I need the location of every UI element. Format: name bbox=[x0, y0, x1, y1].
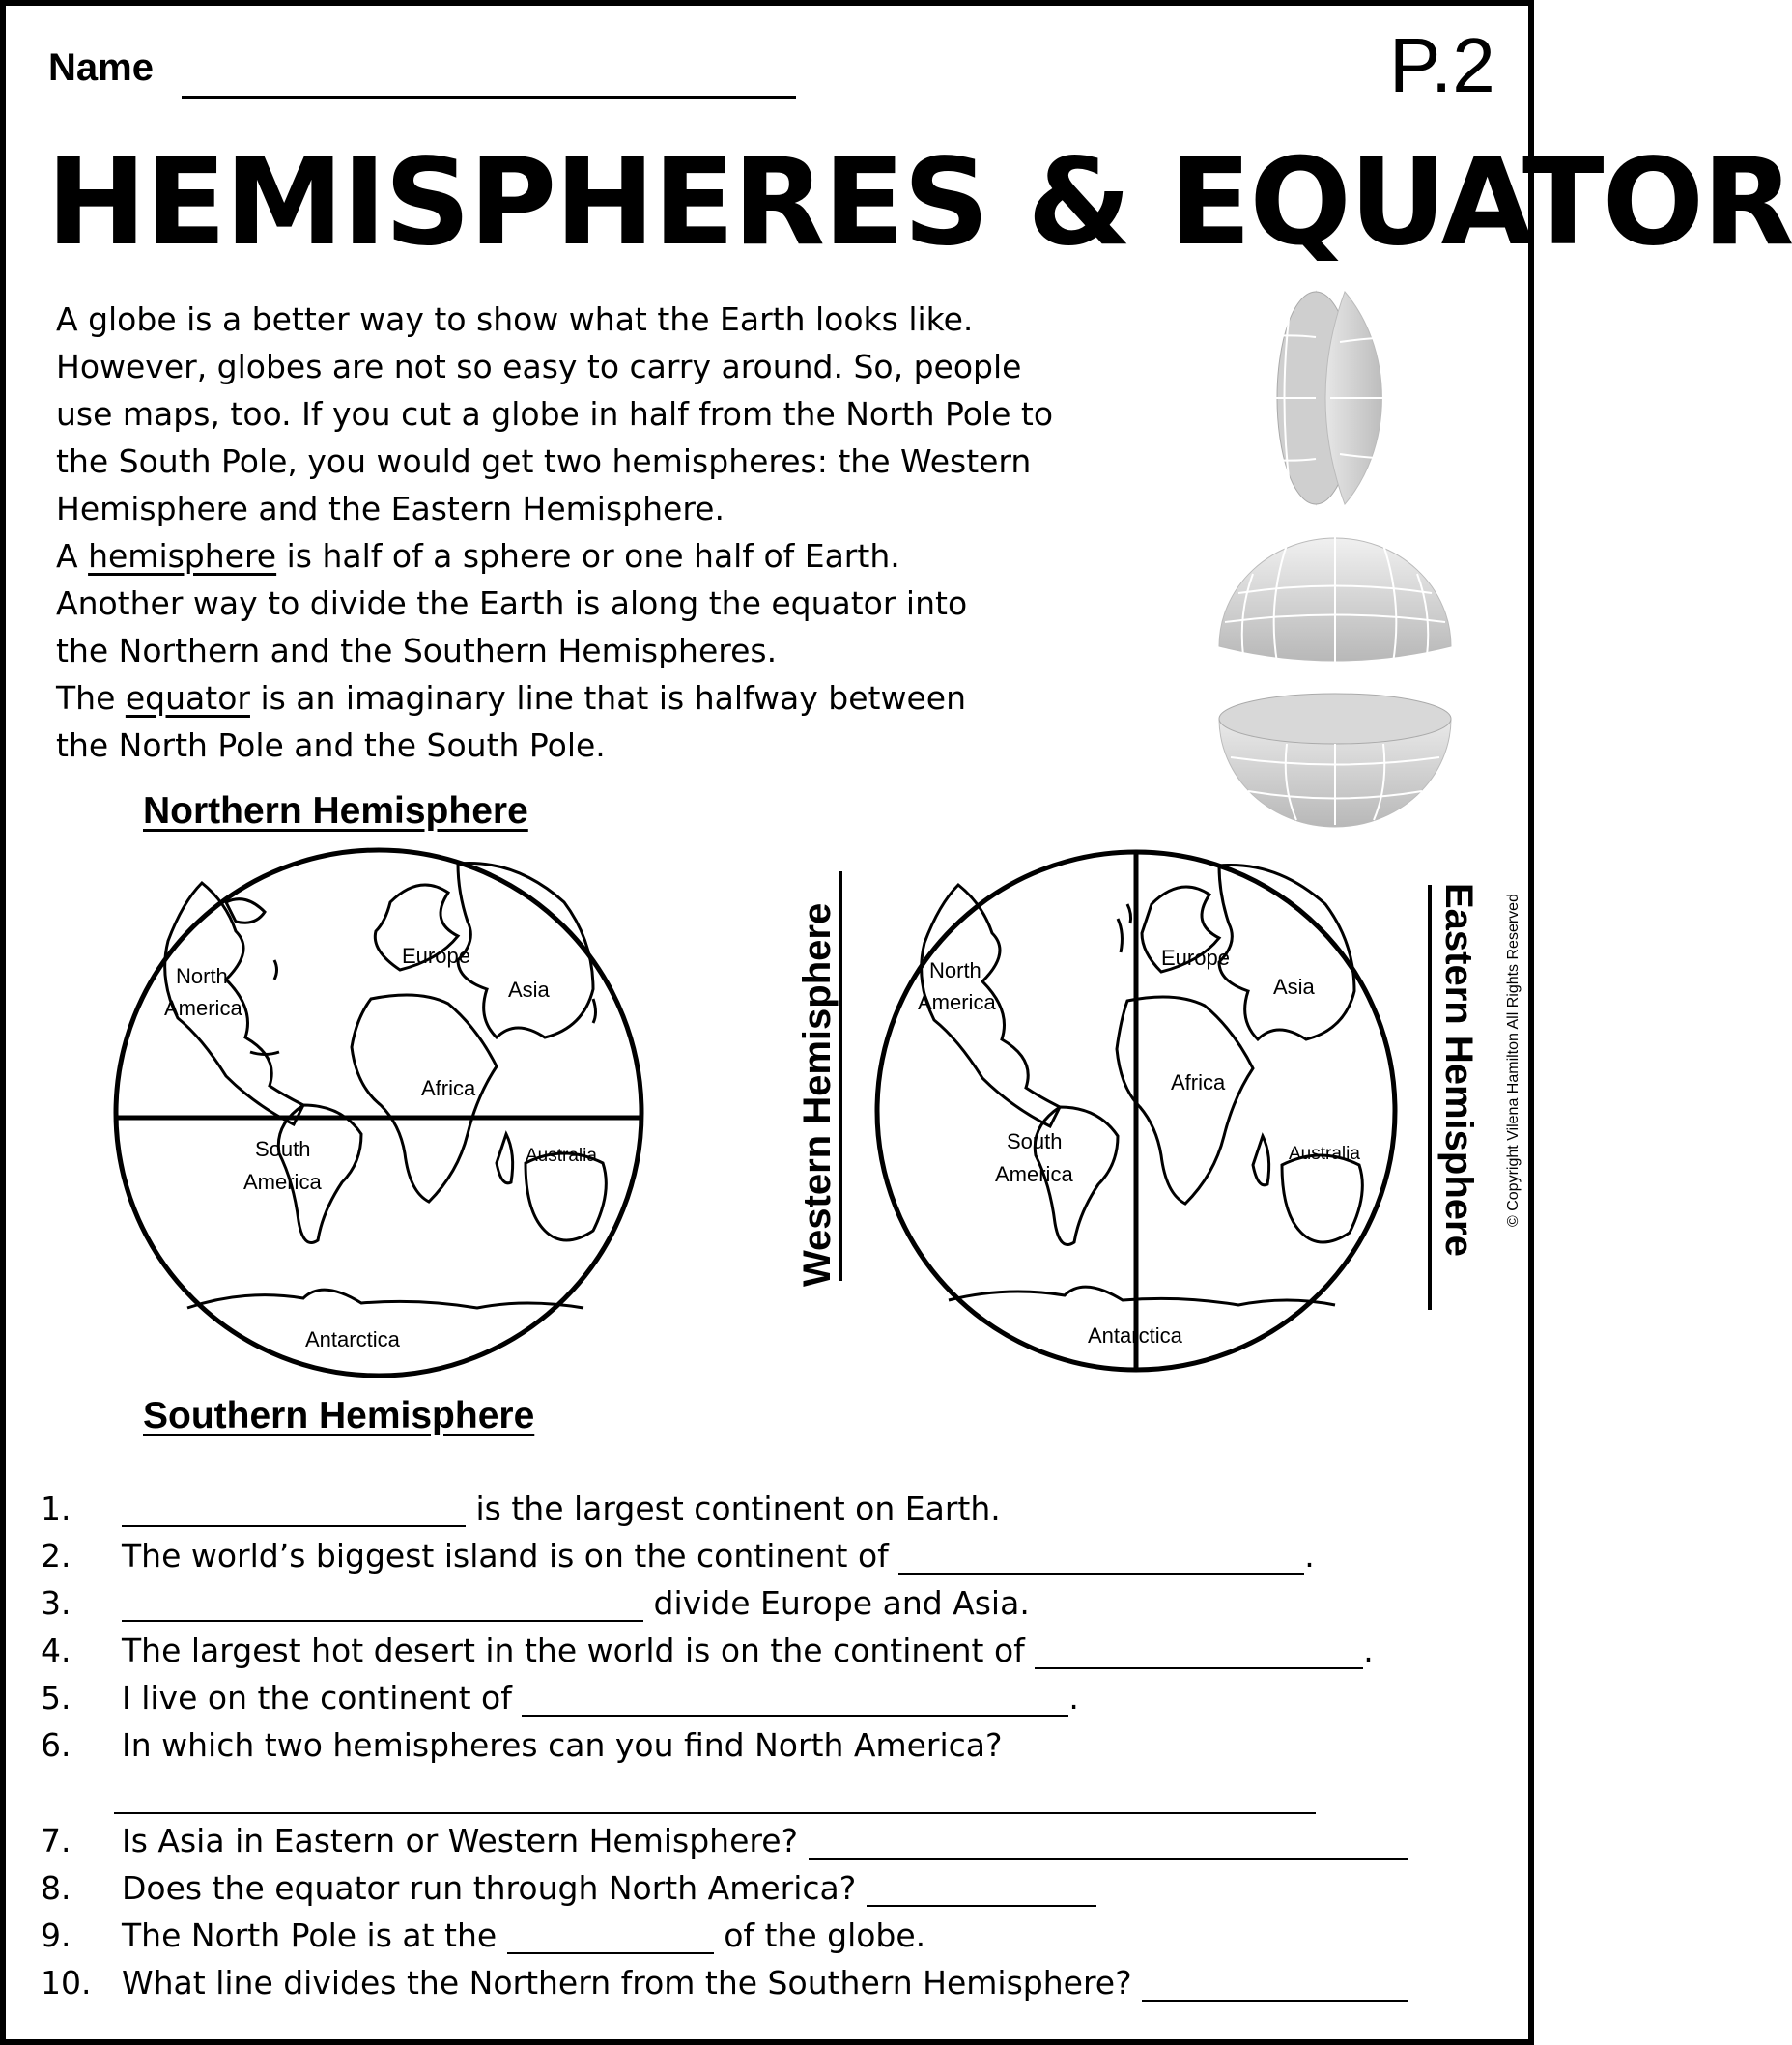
hemisphere-definition bbox=[56, 532, 1196, 580]
answer-blank-9[interactable] bbox=[507, 1919, 714, 1954]
name-label: Name bbox=[48, 46, 154, 89]
name-field[interactable] bbox=[182, 96, 796, 99]
divide-line: the Northern and the Southern Hemispheres. bbox=[56, 632, 778, 669]
question-text: The world’s biggest island is on the continent of bbox=[122, 1537, 889, 1575]
question-text: What line divides the Northern from the Southern Hemisphere? bbox=[122, 1964, 1132, 2002]
intro-line: Hemisphere and the Eastern Hemisphere. bbox=[56, 490, 725, 527]
question-text: divide Europe and Asia. bbox=[653, 1584, 1030, 1622]
answer-blank-1[interactable] bbox=[122, 1492, 466, 1527]
label-australia: Australia bbox=[1289, 1144, 1360, 1164]
question-end: . bbox=[1363, 1632, 1374, 1669]
question-end: . bbox=[1304, 1537, 1315, 1575]
hemisphere-prefix: A bbox=[56, 537, 89, 575]
question-text: The largest hot desert in the world is on the continent of bbox=[122, 1632, 1025, 1669]
equator-suffix: is an imaginary line that is halfway between bbox=[249, 679, 966, 717]
label-south: South bbox=[1007, 1129, 1063, 1153]
answer-blank-5[interactable] bbox=[522, 1682, 1068, 1717]
answer-blank-8[interactable] bbox=[867, 1872, 1096, 1907]
label-south: South bbox=[255, 1137, 311, 1161]
question-number: 2. bbox=[41, 1537, 71, 1575]
split-globe-illustration bbox=[1171, 284, 1499, 835]
label-australia: Australia bbox=[526, 1146, 597, 1166]
label-europe: Europe bbox=[1161, 946, 1230, 970]
label-asia: Asia bbox=[1273, 975, 1315, 999]
question-number: 4. bbox=[41, 1632, 71, 1669]
northern-southern-globe bbox=[110, 844, 647, 1381]
intro-line: However, globes are not so easy to carry around. So, people bbox=[56, 348, 1022, 385]
southern-half-icon bbox=[1219, 694, 1451, 827]
intro-line: the South Pole, you would get two hemispheres: the Western bbox=[56, 442, 1032, 480]
page-number: P.2 bbox=[1389, 22, 1495, 108]
question-number: 6. bbox=[41, 1726, 71, 1764]
label-africa: Africa bbox=[421, 1076, 476, 1100]
label-antarctica: Antarctica bbox=[305, 1327, 400, 1351]
hemisphere-suffix: is half of a sphere or one half of Earth. bbox=[276, 537, 900, 575]
label-south-america: America bbox=[243, 1170, 322, 1194]
equator-prefix: The bbox=[56, 679, 126, 717]
label-north: North bbox=[176, 964, 228, 988]
question-text: The North Pole is at the bbox=[122, 1917, 498, 1954]
page-title: HEMISPHERES & EQUATOR bbox=[46, 133, 1792, 272]
question-text: is the largest continent on Earth. bbox=[475, 1490, 1001, 1527]
intro-line: use maps, too. If you cut a globe in half from the North Pole to bbox=[56, 395, 1054, 433]
question-number: 5. bbox=[41, 1679, 71, 1717]
question-number: 1. bbox=[41, 1490, 71, 1527]
question-text: In which two hemispheres can you find North America? bbox=[122, 1726, 1003, 1764]
question-number: 8. bbox=[41, 1869, 71, 1907]
question-number: 7. bbox=[41, 1822, 71, 1860]
answer-blank-10[interactable] bbox=[1142, 1967, 1408, 2002]
divide-line: Another way to divide the Earth is along the equator into bbox=[56, 584, 968, 622]
northern-hemisphere-heading: Northern Hemisphere bbox=[143, 790, 528, 832]
eastern-half-icon bbox=[1325, 292, 1461, 504]
question-number: 10. bbox=[41, 1964, 92, 2002]
western-hemisphere-heading: Western Hemisphere bbox=[796, 902, 839, 1287]
label-america: America bbox=[164, 996, 242, 1020]
answer-blank-2[interactable] bbox=[898, 1540, 1304, 1575]
question-end: of the globe. bbox=[724, 1917, 926, 1954]
label-north: North bbox=[929, 958, 981, 982]
hemisphere-term: hemisphere bbox=[88, 537, 277, 575]
answer-blank-4[interactable] bbox=[1035, 1634, 1363, 1669]
question-text: Does the equator run through North America? bbox=[122, 1869, 857, 1907]
eastern-hemisphere-heading: Eastern Hemisphere bbox=[1437, 883, 1480, 1257]
question-number: 3. bbox=[41, 1584, 71, 1622]
question-number: 9. bbox=[41, 1917, 71, 1954]
copyright-notice: © Copyright Vilena Hamilton All Rights Reserved bbox=[1505, 894, 1522, 1227]
answer-line-6[interactable] bbox=[114, 1812, 1316, 1814]
intro-text bbox=[56, 296, 1196, 769]
equator-definition bbox=[56, 674, 1196, 722]
label-africa: Africa bbox=[1171, 1070, 1226, 1094]
question-end: . bbox=[1068, 1679, 1079, 1717]
question-text: Is Asia in Eastern or Western Hemisphere? bbox=[122, 1822, 799, 1860]
answer-blank-3[interactable] bbox=[122, 1587, 643, 1622]
western-eastern-globe bbox=[871, 846, 1401, 1376]
intro-line: A globe is a better way to show what the Earth looks like. bbox=[56, 300, 974, 338]
northern-half-icon bbox=[1219, 537, 1451, 666]
label-america: America bbox=[918, 990, 996, 1014]
label-asia: Asia bbox=[508, 978, 550, 1002]
answer-blank-7[interactable] bbox=[809, 1825, 1408, 1860]
western-heading-underline bbox=[839, 871, 842, 1281]
question-text: I live on the continent of bbox=[122, 1679, 512, 1717]
label-antarctica: Antarctica bbox=[1088, 1323, 1182, 1348]
label-europe: Europe bbox=[402, 944, 470, 968]
southern-hemisphere-heading: Southern Hemisphere bbox=[143, 1395, 535, 1436]
equator-term: equator bbox=[125, 679, 250, 717]
label-south-america: America bbox=[995, 1162, 1073, 1186]
eastern-heading-underline bbox=[1428, 885, 1432, 1310]
equator-definition-line2: the North Pole and the South Pole. bbox=[56, 726, 606, 764]
